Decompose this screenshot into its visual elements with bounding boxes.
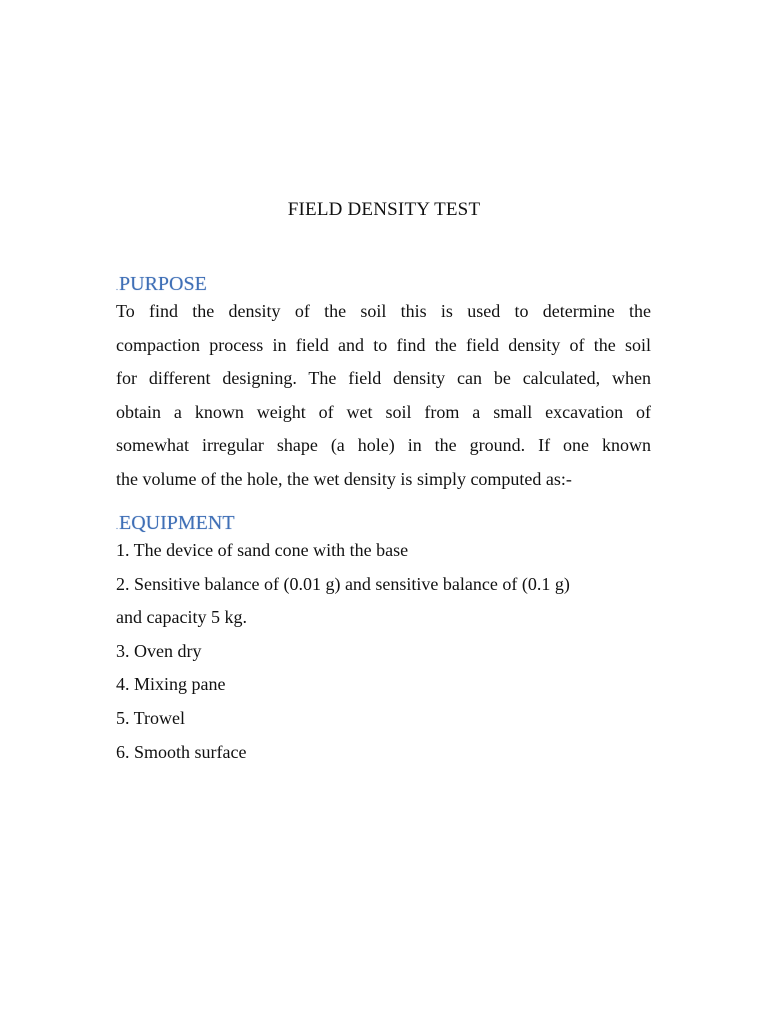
- purpose-heading-label: PURPOSE: [119, 273, 207, 295]
- purpose-line: To find the density of the soil this is used to determine the: [116, 301, 651, 321]
- list-item: 3. Oven dry: [116, 640, 202, 661]
- equipment-heading: [116, 512, 235, 535]
- list-item: and capacity 5 kg.: [116, 607, 247, 628]
- list-item: 5. Trowel: [116, 707, 186, 728]
- purpose-line: somewhat irregular shape (a hole) in the ground. If one known: [116, 435, 651, 456]
- purpose-heading: [116, 273, 207, 296]
- list-item: 4. Mixing pane: [116, 674, 226, 695]
- purpose-line: obtain a known weight of wet soil from a small excavation of: [116, 401, 651, 422]
- document-title: FIELD DENSITY TEST: [287, 199, 481, 220]
- list-item: 1. The device of sand cone with the base: [116, 540, 409, 560]
- purpose-line: compaction process in field and to find the field density of the soil: [116, 334, 651, 355]
- purpose-heading-bullet: .: [116, 283, 118, 292]
- purpose-line: for different designing. The field density can be calculated, when: [116, 368, 651, 389]
- list-item: 2. Sensitive balance of (0.01 g) and sensitive balance of (0.1 g): [116, 573, 570, 594]
- equipment-heading-label: EQUIPMENT: [119, 512, 235, 534]
- equipment-heading-bullet: .: [116, 522, 118, 531]
- purpose-line: the volume of the hole, the wet density is simply computed as:-: [116, 468, 572, 489]
- list-item: 6. Smooth surface: [116, 741, 247, 762]
- equipment-list: [116, 534, 676, 769]
- purpose-paragraph: [116, 295, 651, 497]
